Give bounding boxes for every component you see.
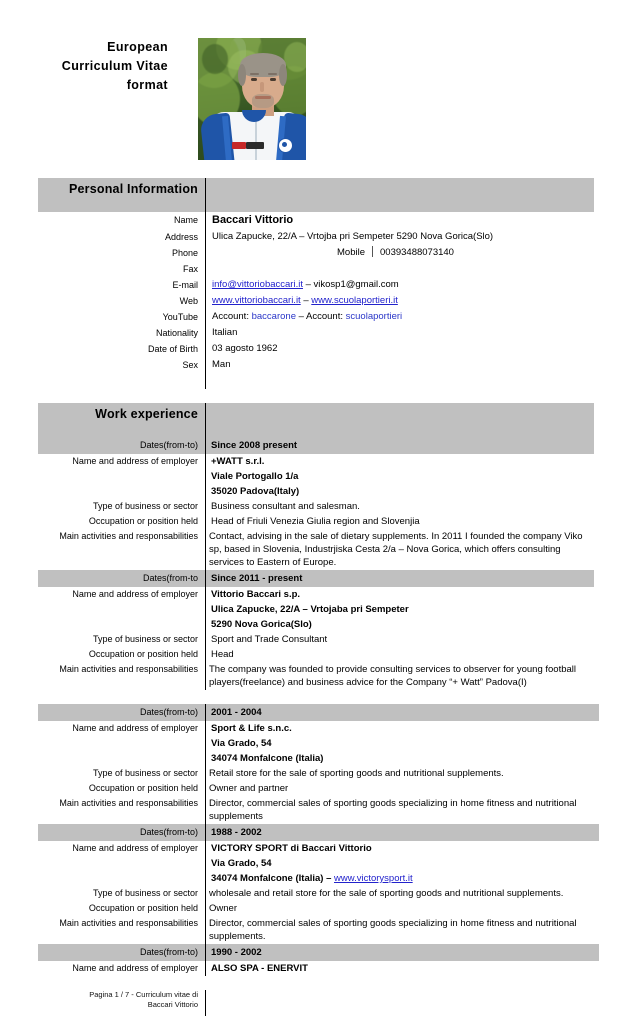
label-dates: Dates(from-to [38,570,206,587]
label-dates: Dates(from-to) [38,944,206,961]
label-activities: Main activities and responsabilities [59,918,198,928]
nose [260,82,264,92]
jacket-zipper [255,118,257,160]
value-employer-line: Viale Portogallo 1/a [206,469,595,484]
portrait-photo [198,38,306,160]
label-blank [38,484,206,499]
row-employer-line [38,484,594,499]
row-address [38,229,594,245]
foliage-blob [202,44,228,74]
section-header-spacer [206,178,595,212]
row-email [38,277,594,293]
row-occupation [38,901,599,916]
jacket-badge-dark [246,142,264,149]
row-dates [38,570,594,587]
row-youtube [38,309,594,325]
label-employer: Name and address of employer [72,456,198,466]
label-youtube: YouTube [162,312,198,322]
eyebrow-right [268,73,277,75]
row-occupation [38,781,599,796]
label-phone: Phone [171,248,198,258]
section-header-work-experience [38,403,594,437]
value-employer-line: ALSO SPA - ENERVIT [206,961,600,976]
row-sex [38,357,594,373]
footer-line-1: Pagina 1 / 7 - Curriculum vitae di [89,990,198,999]
label-occupation: Occupation or position held [88,516,198,526]
label-blank [38,736,206,751]
value-employer-line: Sport & Life s.n.c. [206,721,600,736]
label-blank [38,856,206,871]
value-occupation: Owner [206,901,600,916]
value-dates: 1990 - 2002 [206,944,600,961]
mobile-label: Mobile [337,247,365,258]
row-activities [38,529,594,570]
section-title-personal-information: Personal Information [38,178,206,212]
label-blank [38,871,206,886]
row-employer [38,721,599,736]
row-employer-line [38,856,599,871]
row-business [38,499,594,514]
value-date-of-birth: 03 agosto 1962 [206,341,595,357]
document-title [0,38,176,95]
value-employer-line: VICTORY SPORT di Baccari Vittorio [206,841,600,856]
value-business: Business consultant and salesman. [206,499,595,514]
row-activities [38,916,599,944]
address-text: Ulica Zapucke, 22/A – Vrtojba pri Sempeter 5290 Nova Gorica(Slo) [212,231,494,242]
row-fax [38,261,594,277]
row-employer [38,454,594,469]
web-link-primary[interactable]: www.vittoriobaccari.it [212,295,301,306]
value-employer-line: Via Grado, 54 [206,856,600,871]
row-employer-line [38,617,594,632]
value-occupation: Owner and partner [206,781,600,796]
footer-text [38,990,205,1016]
label-employer: Name and address of employer [72,963,198,973]
row-employer [38,961,599,976]
value-phone [206,245,595,261]
value-activities: Director, commercial sales of sporting goods specializing in home fitness and nutritional supplements [206,796,600,824]
value-email [206,277,595,293]
label-business: Type of business or sector [92,634,198,644]
value-employer-line: +WATT s.r.l. [206,454,595,469]
label-activities: Main activities and responsabilities [59,664,198,674]
label-employer: Name and address of employer [72,843,198,853]
label-email: E-mail [172,280,198,290]
row-dates [38,944,599,961]
row-employer [38,841,599,856]
web-separator: – [300,295,312,306]
label-blank [38,602,206,617]
row-phone [38,245,594,261]
work-experience-table-part-1 [38,403,594,690]
label-activities: Main activities and responsabilities [59,531,198,541]
mouth [255,96,271,99]
eyebrow-left [250,73,259,75]
value-employer-line: 35020 Padova(Italy) [206,484,595,499]
footer-divider [205,990,206,1016]
youtube-account-label-1: Account: [212,311,252,322]
section-header-personal-information [38,178,594,212]
web-link-secondary[interactable]: www.scuolaportieri.it [311,295,398,306]
value-business: Retail store for the sale of sporting goods and nutritional supplements. [206,766,600,781]
row-occupation [38,514,594,529]
label-dates: Dates(from-to) [38,437,206,454]
portrait-photo-image [198,38,306,160]
row-date-of-birth [38,341,594,357]
work-experience-table-part-2 [38,704,599,976]
foliage-blob [284,42,306,72]
eye-left [251,78,257,81]
row-employer-line-link [38,871,599,886]
value-dates: 2001 - 2004 [206,704,600,721]
row-activities [38,662,594,690]
label-fax: Fax [182,264,198,274]
personal-information-table [38,178,594,389]
hair-side-right [279,64,287,86]
row-occupation [38,647,594,662]
value-employer-line: Ulica Zapucke, 22/A – Vrtojaba pri Sempeter [206,602,595,617]
label-employer: Name and address of employer [72,723,198,733]
value-occupation: Head of Friuli Venezia Giulia region and Slovenjia [206,514,595,529]
mobile-number: 00393488073140 [380,247,454,258]
label-dates: Dates(from-to) [38,824,206,841]
person-name: Baccari Vittorio [212,214,294,226]
row-web [38,293,594,309]
youtube-account-label-2: Account: [306,311,346,322]
row-activities [38,796,599,824]
label-occupation: Occupation or position held [88,903,198,913]
mobile-separator [372,246,373,257]
jacket-badge-red [232,142,246,149]
value-employer-line: Vittorio Baccari s.p. [206,587,595,602]
row-employer-line [38,751,599,766]
row-employer-line [38,736,599,751]
value-web [206,293,595,309]
employer-city-line: 34074 Monfalcone (Italia) – [211,873,335,884]
row-business [38,766,599,781]
value-employer-line [206,871,600,886]
value-dates: Since 2011 - present [206,570,595,587]
value-employer-line: 5290 Nova Gorica(Slo) [206,617,595,632]
label-business: Type of business or sector [92,768,198,778]
hair-side-left [238,64,246,86]
value-address [206,229,595,245]
mobile-line [212,246,592,260]
row-personal-padding [38,373,594,389]
value-business: wholesale and retail store for the sale of sporting goods and nutritional supplements. [206,886,600,901]
email-separator: – [302,279,314,290]
label-blank [38,469,206,484]
value-occupation: Head [206,647,595,662]
value-activities: The company was founded to provide consulting services to observer for young football players(freelance) and business advice for the Company “+ Watt” Padova(I) [206,662,595,690]
row-dates [38,437,594,454]
label-activities: Main activities and responsabilities [59,798,198,808]
label-web: Web [179,296,198,306]
section-header-spacer [206,403,595,437]
label-business: Type of business or sector [92,888,198,898]
email-link-primary[interactable]: info@vittoriobaccari.it [212,279,303,290]
label-sex: Sex [182,360,198,370]
label-blank [38,617,206,632]
value-business: Sport and Trade Consultant [206,632,595,647]
row-dates [38,824,599,841]
email-secondary: vikosp1@gmail.com [313,279,399,290]
page-footer [38,990,586,1016]
label-name: Name [173,215,198,225]
row-employer [38,587,594,602]
title-line-2: Curriculum Vitae [61,59,168,73]
employer-website-link[interactable]: www.victorysport.it [334,873,413,884]
row-nationality [38,325,594,341]
youtube-separator: – [295,311,307,322]
value-sex: Man [206,357,595,373]
label-date-of-birth: Date of Birth [147,344,198,354]
label-employer: Name and address of employer [72,589,198,599]
value-youtube [206,309,595,325]
label-occupation: Occupation or position held [88,783,198,793]
row-business [38,886,599,901]
padding-value [206,373,595,389]
masthead [0,0,638,160]
value-dates: Since 2008 present [206,437,595,454]
label-blank [38,751,206,766]
label-nationality: Nationality [155,328,198,338]
value-employer-line: Via Grado, 54 [206,736,600,751]
label-business: Type of business or sector [92,501,198,511]
title-line-3: format [126,78,168,92]
youtube-account-2[interactable]: scuolaportieri [345,311,403,322]
youtube-account-1[interactable]: baccarone [251,311,296,322]
label-dates: Dates(from-to) [38,704,206,721]
row-employer-line [38,469,594,484]
title-line-1: European [107,40,168,54]
row-business [38,632,594,647]
footer-line-2: Baccari Vittorio [147,1000,198,1009]
label-address: Address [164,232,198,242]
value-fax [206,261,595,277]
page-break-gap [0,690,638,704]
eye-right [270,78,276,81]
jacket-crest-icon [278,138,293,153]
value-activities: Director, commercial sales of sporting goods specializing in home fitness and nutritional supplements. [206,916,600,944]
section-title-work-experience: Work experience [38,403,206,437]
row-name [38,212,594,229]
value-name [206,212,595,229]
value-employer-line: 34074 Monfalcone (Italia) [206,751,600,766]
row-employer-line [38,602,594,617]
padding-label [38,373,206,389]
value-dates: 1988 - 2002 [206,824,600,841]
value-nationality: Italian [206,325,595,341]
label-occupation: Occupation or position held [88,649,198,659]
row-dates [38,704,599,721]
value-activities: Contact, advising in the sale of dietary supplements. In 2011 I founded the company Viko sp, based in Slovenia, Industrjiska Cesta 2/a – Nova Gorica, which offers consulting services to Eastern of Europe. [206,529,595,570]
